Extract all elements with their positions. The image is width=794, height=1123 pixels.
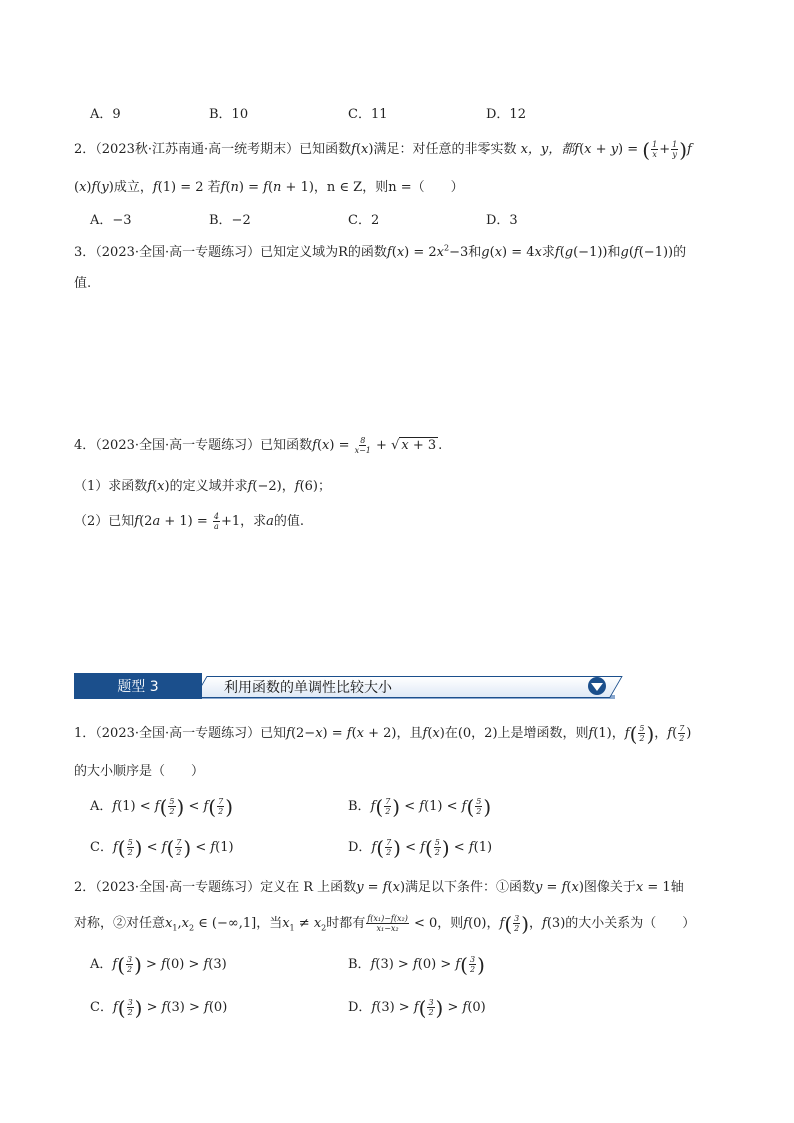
question-3-line-2: 值.	[74, 276, 92, 291]
s3-question-2-line-2: 对称，②对任意$x_1,x_2$ ∈ (−∞,1]，当$x_1 \ne x_2$时都有 $\frac{\text{f(x₁)−f(x₂)}}{\text{x₁−x₂}}$ < 0，则f(0)，f ( $\frac{3}{2}$ ) ，f(3)的大小关系为（ ）	[74, 911, 696, 936]
option-d: D．f(3) > f ( $\frac{3}{2}$ ) > f(0)	[348, 995, 486, 1020]
question-2-line-1: 2．（2023秋·江苏南通·高一统考期末）已知函数f(x)满足：对任意的非零实数 x，y，都f(x + y) = ( $\frac{1}{x}$ + $\frac{1}{y}$ ) f	[74, 137, 692, 162]
chevron-down-icon[interactable]	[588, 677, 606, 695]
question-2-line-2: (x)f(y)成立，f(1) = 2 若f(n) = f(n + 1)，n ∈ Z，则n =（ ）	[74, 180, 464, 195]
option-a: A．f ( $\frac{3}{2}$ ) > f(0) > f(3)	[90, 952, 227, 977]
option-a: A．9	[90, 107, 121, 122]
option-a: A．f(1) < f ( $\frac{5}{2}$ ) < f ( $\frac{7}{2}$ )	[90, 794, 234, 819]
s3-question-1-line-2: 的大小顺序是（ ）	[74, 764, 205, 779]
option-b: B．f ( $\frac{7}{2}$ ) < f(1) < f ( $\frac{5}{2}$ )	[348, 794, 492, 819]
s3-question-2-line-1: 2．（2023·全国·高一专题练习）定义在 R 上函数y = f(x)满足以下条件：①函数y = f(x)图像关于x = 1轴	[74, 880, 684, 895]
banner-title: 利用函数的单调性比较大小	[224, 680, 392, 696]
question-4-sub-2: （2）已知f(2a + 1) = $\frac{4}{a}$ +1，求a的值.	[74, 512, 305, 531]
section-banner	[74, 673, 615, 699]
option-d: D．f ( $\frac{7}{2}$ ) < f ( $\frac{5}{2}$ ) < f(1)	[348, 835, 493, 860]
option-c: C．2	[348, 213, 380, 228]
option-d: D．12	[486, 107, 526, 122]
option-c: C．11	[348, 107, 388, 122]
question-4-line-1: 4．（2023·全国·高一专题练习）已知函数f(x) = $\frac{8}{x-1}$ + √ x + 3 .	[74, 436, 443, 455]
banner-label: 题型 3	[74, 673, 202, 699]
option-d: D．3	[486, 213, 518, 228]
option-b: B．−2	[209, 213, 251, 228]
option-b: B．10	[209, 107, 249, 122]
s3-question-1-line-1: 1．（2023·全国·高一专题练习）已知f(2−x) = f(x + 2)，且f(x)在(0，2)上是增函数，则f(1)，f ( $\frac{5}{2}$ ) ，f( $\frac{7}{2}$ )	[74, 721, 692, 746]
question-3-line-1: 3．（2023·全国·高一专题练习）已知定义域为R的函数$f(x) = 2x^2-3$和g(x) = 4x求f(g(−1))和g(f(−1))的	[74, 243, 687, 260]
option-b: B．f(3) > f(0) > f ( $\frac{3}{2}$ )	[348, 952, 485, 977]
option-a: A．−3	[90, 213, 132, 228]
option-c: C．f ( $\frac{3}{2}$ ) > f(3) > f(0)	[90, 995, 228, 1020]
question-4-sub-1: （1）求函数f(x)的定义域并求f(−2)，f(6)；	[74, 479, 331, 494]
option-c: C．f ( $\frac{5}{2}$ ) < f ( $\frac{7}{2}$ ) < f(1)	[90, 835, 234, 860]
